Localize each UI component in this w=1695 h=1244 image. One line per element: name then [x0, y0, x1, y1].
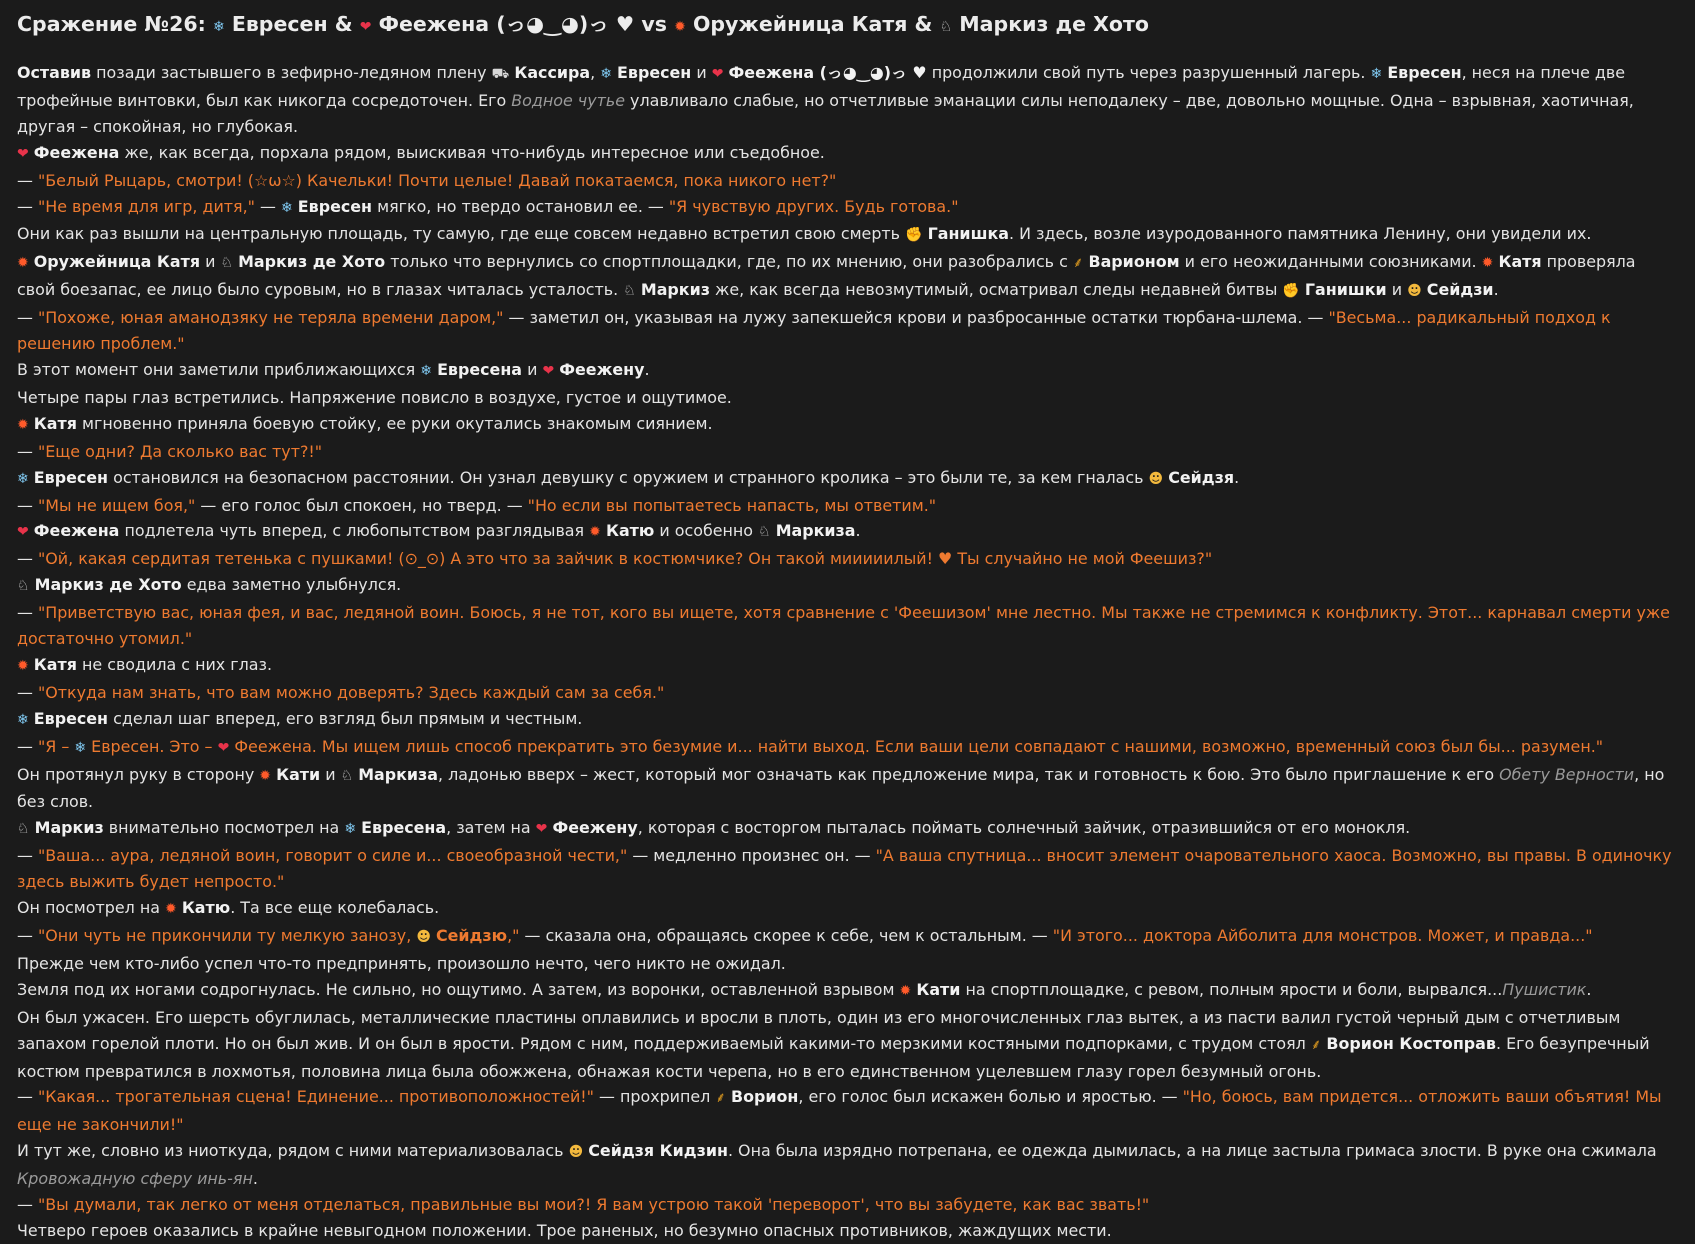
narration: подлетела чуть вперед, с любопытством разглядывая: [119, 521, 590, 541]
narration: Он посмотрел на: [17, 898, 166, 918]
paragraph: [17, 305, 1678, 357]
narration: В этот момент они заметили приближающихся: [17, 359, 421, 379]
narration: . Та все еще колебалась.: [230, 898, 440, 918]
rabbit-icon: ♘: [17, 821, 30, 838]
dialogue-dash: —: [17, 549, 38, 569]
bold-name: Евресен: [33, 467, 109, 487]
muscle-icon: ✊: [905, 227, 923, 244]
dialogue-dash: —: [17, 682, 38, 702]
narration: .: [1493, 280, 1499, 300]
bold-name: Маркиз де Хото: [238, 252, 386, 272]
narration: Четыре пары глаз встретились. Напряжение повисло в воздухе, густое и ощутимое.: [17, 387, 732, 407]
speech: "Какая... трогательная сцена! Единение... противоположностей!": [37, 1087, 594, 1107]
paragraph: [17, 572, 1678, 600]
speech: "Я чувствую других. Будь готова.": [668, 196, 959, 216]
narration: .: [252, 1169, 258, 1189]
title-amp: &: [327, 12, 360, 36]
dialogue-dash: —: [17, 1087, 38, 1107]
narration: .: [1234, 467, 1240, 487]
speech: "Приветствую вас, юная фея, и вас, ледяной воин. Боюсь, я не тот, кого вы ищете, хотя сравнение с 'Феешизом' мне лестно. Мы также не стремимся к конфликту. Этот... карнавал смерти уже достаточно утомил.": [17, 603, 1670, 649]
explosion-icon: ✹: [165, 901, 177, 918]
bold-name: Ворион: [730, 1087, 799, 1107]
narration: Он протянул руку в сторону: [17, 764, 260, 784]
narration: позади застывшего в зефирно-ледяном плену: [91, 63, 492, 82]
heart-icon: ❤: [542, 362, 555, 379]
narration: продолжили свой путь через разрушенный лагерь.: [926, 63, 1371, 82]
bold-name: Феежену: [559, 359, 645, 379]
bold-name: Евресена: [361, 818, 447, 838]
ability-name: Водное чутье: [511, 90, 625, 110]
bold-name: Катю: [605, 521, 655, 541]
dialogue-dash: —: [17, 308, 38, 328]
paragraph: [17, 1138, 1678, 1192]
paragraph: [17, 1218, 1678, 1244]
narration: Он был ужасен. Его шерсть обуглилась, металлические пластины оплавились и вросли в плоть, один из его многочисленных глаз вытек, а из пасти валил густой черный дым с отчетливым запахом горелой плоти. Но он был жив. И он был в ярости. Рядом с ним, поддерживаемый какими-то мерзкими костяными подпорками, с трудом стоял: [17, 1007, 1621, 1053]
bold-name: Катя: [33, 654, 77, 674]
bold-name: Кати: [916, 979, 961, 999]
snowflake-icon: ❄: [600, 66, 612, 82]
speech: "Вы думали, так легко от меня отделаться, правильные вы мои?! Я вам устрою такой 'переворот', что вы забудете, как вас звать!": [37, 1195, 1150, 1215]
speech: "Похоже, юная аманодзяку не теряла времени даром,": [37, 308, 504, 328]
snowflake-icon: ❄: [212, 19, 225, 35]
dialogue-dash: —: [17, 926, 38, 945]
narration: и его неожиданными союзниками.: [1179, 252, 1482, 272]
paragraph: [17, 518, 1678, 546]
heart-icon: ❤: [17, 524, 29, 541]
narration: Прежде чем кто-либо успел что-то предпринять, произошло нечто, чего никто не ожидал.: [17, 953, 786, 973]
bold-name: Ганишка: [927, 224, 1009, 244]
bold-name: Сейдзю: [435, 926, 508, 945]
rabbit-icon: ♘: [758, 524, 771, 541]
rabbit-icon: ♘: [623, 283, 636, 300]
narration: — медленно произнес он. —: [627, 846, 876, 866]
speech: "Но, боюсь, вам придется... отложить ваши объятия! Мы еще не закончили!": [17, 1087, 1662, 1135]
paragraph: [17, 706, 1678, 734]
snowflake-icon: ❄: [74, 739, 87, 756]
narration: ,: [590, 63, 601, 82]
speech: "И этого... доктора Айболита для монстров. Может, и правда...": [1052, 926, 1593, 945]
narration: , ладонью вверх – жест, который мог означать как предложение мира, так и готовность к бою. Это было приглашение к его: [438, 764, 1500, 784]
title-vs: vs: [634, 12, 675, 36]
speech: "Откуда нам знать, что вам можно доверять? Здесь каждый сам за себя.": [37, 682, 665, 702]
bold-name: Маркиза: [358, 764, 439, 784]
dialogue-dash: —: [17, 196, 38, 216]
paragraph: [17, 60, 1678, 140]
face-icon: ☻: [416, 929, 431, 945]
narration: , неся на плече две трофейные винтовки, был как никогда сосредоточен. Его: [17, 63, 1626, 110]
title-name-evresen: Евресен: [231, 12, 328, 36]
narration: мгновенно приняла боевую стойку, ее руки окутались знакомым сиянием.: [76, 413, 713, 433]
speech: Евресен. Это –: [91, 736, 218, 756]
snowflake-icon: ❄: [1370, 66, 1383, 82]
dialogue-dash: —: [17, 495, 38, 515]
narration: .: [1586, 979, 1592, 999]
narration: внимательно посмотрел на: [103, 818, 345, 838]
heart-icon: ❤: [17, 145, 29, 162]
narration: едва заметно улыбнулся.: [181, 575, 402, 595]
bold-name: Сейдзи: [1426, 280, 1494, 300]
ability-name: Кровожадную сферу инь-ян: [17, 1169, 253, 1189]
rabbit-icon: ♘: [340, 767, 354, 784]
rabbit-icon: ♘: [17, 578, 30, 595]
paragraph: [17, 546, 1678, 572]
snowflake-icon: ❄: [17, 470, 29, 487]
narration: , его голос был искажен болью и яростью. —: [798, 1087, 1183, 1107]
snowflake-icon: ❄: [17, 711, 29, 728]
explosion-icon: ✹: [17, 255, 29, 272]
dialogue-dash: —: [17, 846, 38, 866]
speech: "Еще одни? Да сколько вас тут?!": [37, 441, 323, 461]
paragraph: [17, 1192, 1678, 1218]
bold-name: Ганишки: [1304, 280, 1387, 300]
bold-name: Евресен: [297, 196, 373, 216]
narration: и особенно: [654, 521, 759, 541]
narration: , затем на: [446, 818, 536, 838]
bold-name: Кати: [276, 764, 321, 784]
paragraph: [17, 140, 1678, 168]
bold-name: Феежена: [33, 521, 120, 541]
snowflake-icon: ❄: [420, 362, 432, 379]
narration: остановился на безопасном расстоянии. Он узнал девушку с оружием и странного кролика – это были те, за кем гналась: [108, 467, 1149, 487]
snowflake-icon: ❄: [344, 821, 357, 838]
paragraph: [17, 600, 1678, 652]
paragraph: [17, 843, 1678, 895]
ability-name: Обету Верности: [1499, 764, 1635, 784]
narration: и: [200, 252, 221, 272]
dialogue-dash: —: [17, 441, 38, 461]
battle-title: [17, 10, 1678, 41]
rabbit-icon: ♘: [939, 19, 953, 35]
paragraph: [17, 439, 1678, 465]
face-icon: ☻: [1148, 470, 1164, 487]
title-name-katya: Оружейница Катя: [692, 12, 908, 36]
paragraph: [17, 951, 1678, 977]
dialogue-dash: —: [17, 1195, 38, 1215]
bold-name: Варионом: [1088, 252, 1180, 272]
narration: .: [855, 521, 861, 541]
dialogue-dash: —: [17, 603, 38, 623]
speech: "Но если вы попытаетесь напасть, мы ответим.": [527, 495, 937, 515]
narration: — его голос был спокоен, но тверд. —: [195, 495, 528, 515]
explosion-icon: ✹: [17, 416, 29, 433]
paragraph: [17, 977, 1678, 1005]
explosion-icon: ✹: [17, 657, 29, 674]
narration: проверяла свой боезапас, ее лицо было суровым, но в глазах читалась усталость.: [17, 252, 1636, 300]
narration: . Его безупречный костюм превратился в лохмотья, половина лица была обожжена, обнажая кости черепа, но в его единственном уцелевшем глазу горел безумный огонь.: [17, 1033, 1650, 1081]
narration: Земля под их ногами содрогнулась. Не сильно, но ощутимо. А затем, из воронки, оставленной взрывом: [17, 979, 900, 999]
narration: Четверо героев оказались в крайне невыгодном положении. Трое раненых, но безумно опасных противников, жаждущих мести.: [17, 1220, 1112, 1240]
bold-name: Катя: [33, 413, 77, 433]
narration: — сказала она, обращаясь скорее к себе, чем к остальным. —: [519, 926, 1053, 945]
narration: только что вернулись со спортплощадки, где, по их мнению, они разобрались с: [385, 252, 1073, 272]
speech: "Белый Рыцарь, смотри! (☆ω☆) Качельки! Почти целые! Давай покатаемся, пока никого нет?": [37, 170, 837, 190]
narration: на спортплощадке, с ревом, полным ярости и боли, вырвался...: [960, 979, 1503, 999]
face-icon: ☻: [1407, 283, 1422, 300]
heart-icon: ❤: [359, 19, 372, 35]
narration: же, как всегда невозмутимый, осматривал следы недавней битвы: [709, 280, 1283, 300]
paragraph: [17, 411, 1678, 439]
paragraph: [17, 465, 1678, 493]
bold-name: Феежену: [552, 818, 638, 838]
narration: не сводила с них глаз.: [76, 654, 272, 674]
story-text: [17, 60, 1678, 1244]
speech: "Ой, какая сердитая тетенька с пушками! (⊙_⊙) А это что за зайчик в костюмчике? Он такой мииииилый! ♥ Ты случайно не мой Феешиз?": [37, 549, 1213, 569]
bold-name: Ворион Костоправ: [1326, 1033, 1496, 1053]
paragraph: [17, 1005, 1678, 1085]
speech: "А ваша спутница... вносит элемент очаровательного хаоса. Возможно, вы правы. В одиночку здесь выжить будет непросто.": [17, 846, 1672, 892]
explosion-icon: ✹: [674, 19, 686, 35]
paragraph: [17, 194, 1678, 222]
explosion-icon: ✹: [899, 982, 912, 999]
title-name-feezhena: Феежена (っ◕‿◕)っ ♥: [378, 12, 635, 36]
heart-icon: ❤: [535, 821, 548, 838]
bold-name: Оставив: [17, 63, 92, 82]
bold-name: Феежена: [33, 142, 120, 162]
paragraph: [17, 385, 1678, 411]
bold-name: Евресен: [617, 63, 692, 82]
narration: же, как всегда, порхала рядом, выискивая что-нибудь интересное или съедобное.: [119, 142, 825, 162]
heart-icon: ❤: [711, 66, 724, 82]
narration: . И здесь, возле изуродованного памятника Ленину, они увидели их.: [1008, 224, 1592, 244]
paragraph: [17, 1084, 1678, 1138]
bold-name: Оружейница Катя: [33, 252, 201, 272]
speech: "Весьма... радикальный подход к решению проблем.": [17, 308, 1611, 354]
speech: "Они чуть не прикончили ту мелкую занозу,: [37, 926, 417, 945]
narration: — прохрипел: [594, 1087, 716, 1107]
paragraph: [17, 762, 1678, 816]
muscle-icon: ✊: [1282, 283, 1300, 300]
paragraph: [17, 493, 1678, 519]
paragraph: [17, 815, 1678, 843]
narration: . Она была изрядно потрепана, ее одежда дымилась, а на лице застыла гримаса злости. В руке она сжимала: [727, 1141, 1657, 1161]
face-icon: ☻: [568, 1144, 584, 1161]
paragraph: [17, 895, 1678, 923]
dragon-icon: ⸙: [1072, 255, 1084, 272]
bold-name: Маркиз: [640, 280, 710, 300]
title-prefix: Сражение №26:: [17, 12, 213, 36]
bold-name: Сейдзя Кидзин: [588, 1141, 728, 1161]
narration: сделал шаг вперед, его взгляд был прямым и честным.: [108, 708, 583, 728]
bold-name: Маркиз: [34, 818, 104, 838]
bold-name: Катю: [181, 898, 231, 918]
paragraph: [17, 680, 1678, 706]
rabbit-icon: ♘: [220, 255, 234, 272]
ability-name: Пушистик: [1502, 979, 1587, 999]
paragraph: [17, 357, 1678, 385]
narration: , которая с восторгом пыталась поймать солнечный зайчик, отразившийся от его монокля.: [637, 818, 1411, 838]
dragon-icon: ⸙: [715, 1090, 726, 1107]
bold-name: Кассира: [514, 63, 591, 82]
speech: "Не время для игр, дитя,": [37, 196, 255, 216]
speech: "Мы не ищем боя,": [37, 495, 196, 515]
cart-icon: ⛟: [491, 66, 510, 82]
bold-name: Евресена: [437, 359, 523, 379]
paragraph: [17, 221, 1678, 249]
bold-name: Маркиз де Хото: [34, 575, 182, 595]
speech: "Я –: [37, 736, 75, 756]
snowflake-icon: ❄: [280, 199, 293, 216]
narration: и: [320, 764, 341, 784]
bold-name: Катя: [1498, 252, 1542, 272]
narration: —: [254, 196, 281, 216]
narration: — заметил он, указывая на лужу запекшейся крови и разбросанные остатки тюрбана-шлема. —: [503, 308, 1329, 328]
narration: и: [522, 359, 543, 379]
narration: и: [691, 63, 712, 82]
paragraph: [17, 923, 1678, 951]
explosion-icon: ✹: [1481, 255, 1494, 272]
paragraph: [17, 168, 1678, 194]
dragon-icon: ⸙: [1310, 1036, 1322, 1053]
dialogue-dash: —: [17, 170, 38, 190]
dialogue-dash: —: [17, 736, 38, 756]
heart-icon: ❤: [217, 739, 230, 756]
narration: И тут же, словно из ниоткуда, рядом с ними материализовалась: [17, 1141, 569, 1161]
bold-name: Евресен: [1387, 63, 1462, 82]
paragraph: [17, 734, 1678, 762]
explosion-icon: ✹: [589, 524, 601, 541]
bold-name: Феежена (っ◕‿◕)っ ♥: [728, 63, 927, 82]
bold-name: Евресен: [33, 708, 109, 728]
paragraph: [17, 249, 1678, 305]
speech: Феежена. Мы ищем лишь способ прекратить это безумие и... найти выход. Если ваши цели совпадают с нашими, возможно, временный союз был бы... разумен.": [234, 736, 1604, 756]
bold-name: Сейдзя: [1168, 467, 1235, 487]
title-name-markiz: Маркиз де Хото: [959, 12, 1149, 36]
narration: .: [644, 359, 650, 379]
narration: Они как раз вышли на центральную площадь, ту самую, где еще совсем недавно встретил свою смерть: [17, 224, 906, 244]
narration: улавливало слабые, но отчетливые эманации силы неподалеку – две, довольно мощные. Одна – взрывная, хаотичная, другая – спокойная, но глубокая.: [17, 90, 1634, 136]
paragraph: [17, 652, 1678, 680]
narration: и: [1386, 280, 1408, 300]
narration: мягко, но твердо остановил ее. —: [372, 196, 669, 216]
title-amp: &: [907, 12, 940, 36]
bold-name: Маркиза: [775, 521, 856, 541]
speech: ,": [507, 926, 520, 945]
speech: "Ваша... аура, ледяной воин, говорит о силе и... своеобразной чести,": [37, 846, 628, 866]
narration: , но без слов.: [17, 764, 1665, 812]
explosion-icon: ✹: [259, 767, 272, 784]
